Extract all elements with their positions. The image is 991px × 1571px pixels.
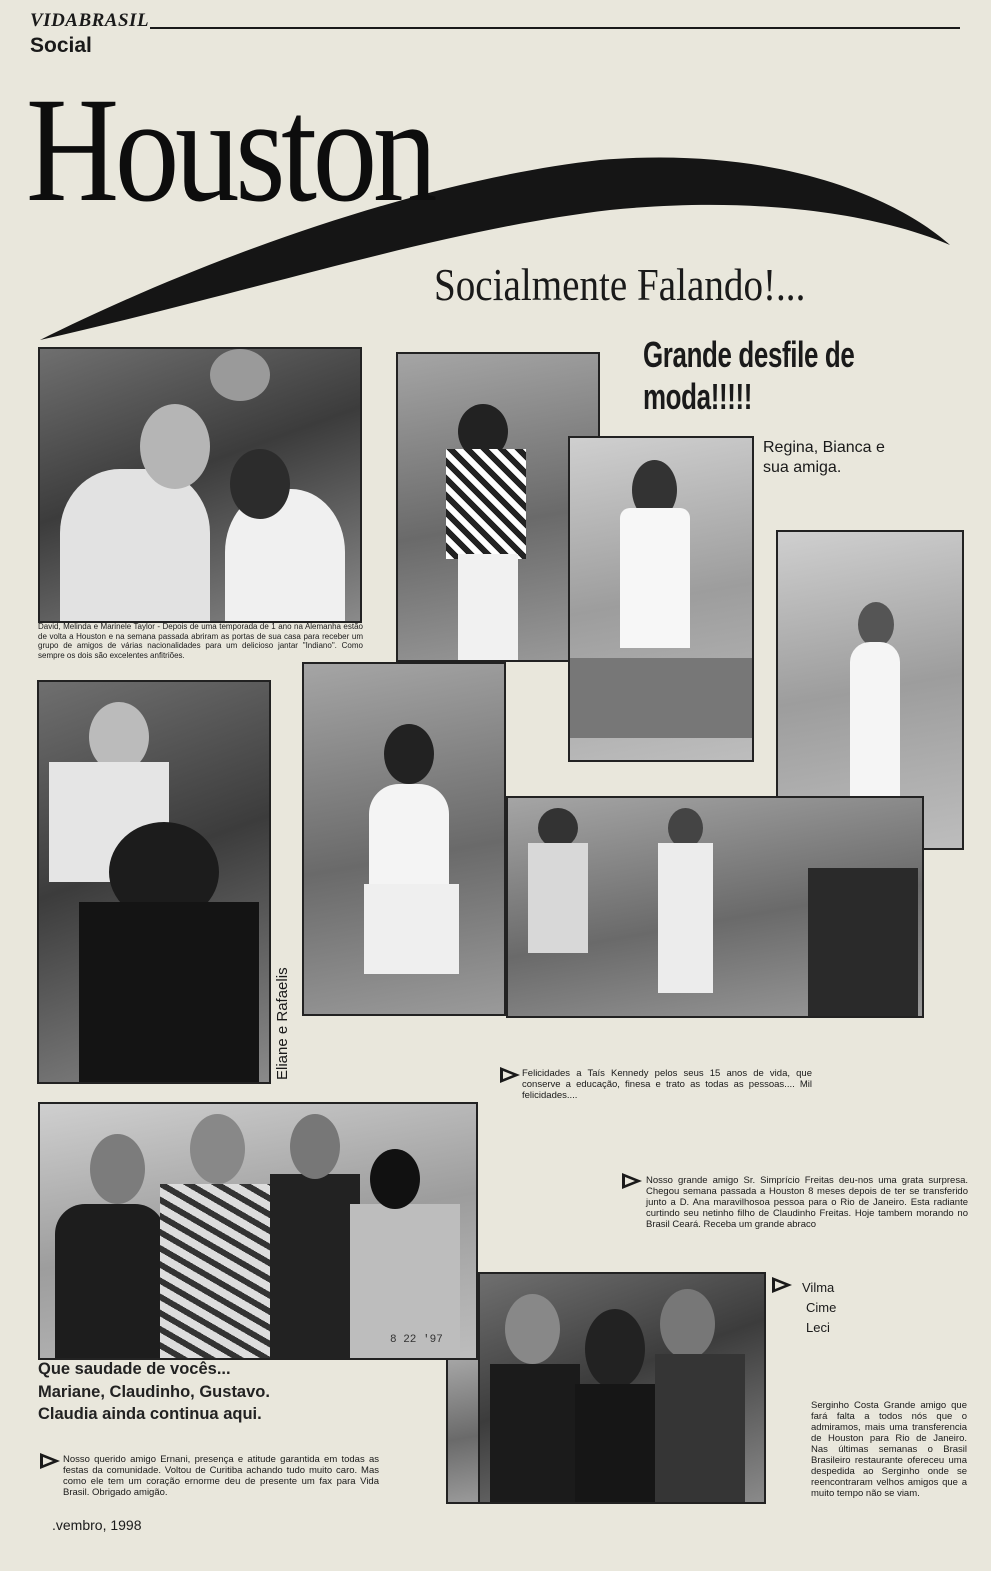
header-rule [150, 27, 960, 29]
photo-vilma-cime-leci [478, 1272, 766, 1504]
event-title: Grande desfile de moda!!!!! [643, 334, 855, 417]
arrow-icon [40, 1453, 60, 1469]
footer-date: .vembro, 1998 [52, 1517, 142, 1533]
photo-group-farewell [38, 1102, 478, 1360]
photo-date-stamp: 8 22 '97 [390, 1334, 443, 1346]
subtitle: Socialmente Falando!... [434, 259, 806, 310]
caption-serginho: Serginho Costa Grande amigo que fará falta a todos nós que o admiramos, mais uma transferencia de Houston para Rio de Janeiro. Nas últimas semanas o Brasil Brasileiro restaurante ofereceu uma despedida ao Serginho onde se reencontraram velhos amigos que a muito tempo não se viam. [811, 1400, 967, 1499]
arrow-icon [500, 1067, 520, 1083]
photo-david-family [38, 347, 362, 623]
arrow-icon [622, 1173, 642, 1189]
photo-eliane-rafaelis [37, 680, 271, 1084]
caption-ernani: Nosso querido amigo Ernani, presença e atitude garantida em todas as festas da comunidade. Voltou de Curitiba achando tudo muito caro. Mas como ele tem um coração ernorme deu de presente um fax para Vida Brasil. Obrigado amigão. [63, 1454, 379, 1498]
caption-vilma: Vilma Cime Leci [802, 1280, 837, 1335]
section-label: Social [30, 34, 92, 57]
caption-simpricio: Nosso grande amigo Sr. Simprício Freitas deu-nos uma grata surpresa. Chegou semana passada a Houston 8 meses depois de ter se transferido junto a D. Ana maravilhosoa pessoa para o Rio de Janeiro. Esta radiante curtindo seu netinho filho de Claudinho Freitas. Hoje tambem morando no Brasil Ceará. Receba um grande abraco [646, 1175, 968, 1230]
masthead: VIDABRASIL [30, 10, 150, 31]
photo-runway-2 [568, 436, 754, 762]
caption-regina: Regina, Bianca e sua amiga. [763, 439, 885, 476]
photo-runway-5 [506, 796, 924, 1018]
main-title: Houston [26, 67, 434, 233]
photo-runway-4 [302, 662, 506, 1016]
caption-tais: Felicidades a Taís Kennedy pelos seus 15 anos de vida, que conserve a educação, finesa e trato as todas as pessoas.... Mil felicidades.... [522, 1068, 812, 1101]
arrow-icon [772, 1277, 792, 1293]
caption-david-family: David, Melinda e Marinele Taylor - Depois de uma temporada de 1 ano na Alemanha estão de volta a Houston e na semana passada abriram as portas de sua casa para receber um grupo de amigos de várias nacionalidades para um delicioso jantar "Indiano". Como sempre os dois são excelentes anfitriões. [38, 622, 363, 660]
photo-vilma-left-fragment [446, 1358, 480, 1504]
caption-eliane: Eliane e Rafaelis [274, 967, 291, 1080]
caption-saudade: Que saudade de vocês... Mariane, Claudinho, Gustavo. Claudia ainda continua aqui. [38, 1360, 270, 1423]
